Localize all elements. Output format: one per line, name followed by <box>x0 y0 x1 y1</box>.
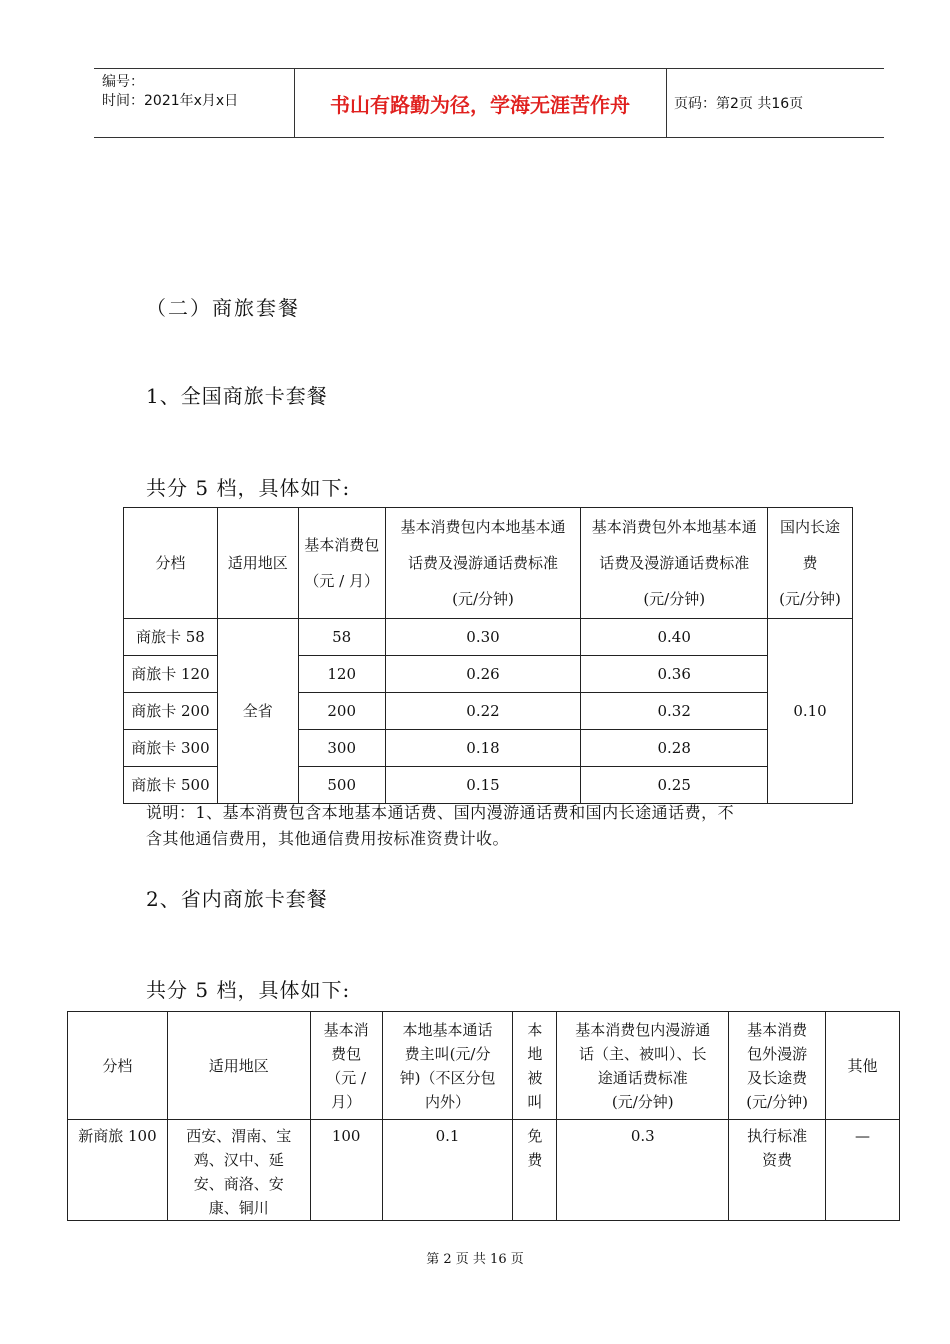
header-line: 本地基本通话 <box>402 1020 493 1039</box>
cell-tier: 商旅卡 300 <box>124 730 218 767</box>
header-region: 适用地区 <box>217 508 298 619</box>
cell-roam-in: 0.3 <box>557 1120 729 1221</box>
header-other: 其他 <box>826 1012 900 1120</box>
header-package-line: 基本消费包 <box>304 536 380 554</box>
cell-tier: 商旅卡 58 <box>124 619 218 656</box>
cell-out-rate: 0.40 <box>581 619 768 656</box>
header-line: 基本消 <box>323 1020 369 1039</box>
cell-roam-out <box>729 1120 826 1221</box>
header-in-line: 基本消费包内本地基本通 <box>400 518 566 536</box>
header-roam-in <box>557 1012 729 1120</box>
header-meta <box>102 73 238 111</box>
roam-out-line: 资费 <box>762 1151 793 1169</box>
cell-package: 120 <box>298 656 385 693</box>
header-line: 及长途费 <box>747 1068 808 1087</box>
cell-region: 全省 <box>217 619 298 804</box>
header-line: 基本消费包内漫游通 <box>575 1020 711 1039</box>
cell-other: — <box>826 1120 900 1221</box>
region-line: 安、商洛、安 <box>193 1175 284 1193</box>
header-package <box>298 508 385 619</box>
table-header-row <box>124 508 853 619</box>
header-out-line: 基本消费包外本地基本通 <box>591 518 757 536</box>
region-line: 西安、渭南、宝 <box>186 1127 292 1145</box>
cell-region <box>167 1120 310 1221</box>
header-in-line: (元/分钟) <box>452 590 514 608</box>
header-line: 内外） <box>425 1092 471 1111</box>
header-out-line: (元/分钟) <box>643 590 706 608</box>
table-row <box>68 1120 900 1221</box>
header-local-calling <box>382 1012 513 1120</box>
header-ld-line: 费 <box>802 554 818 572</box>
note-line: 含其他通信费用，其他通信费用按标准资费计收。 <box>146 829 510 848</box>
header-divider <box>666 69 667 137</box>
header-ld-line: (元/分钟) <box>779 590 841 608</box>
subsection-2-title: 2、省内商旅卡套餐 <box>146 887 328 911</box>
cell-in-rate: 0.15 <box>385 767 581 804</box>
cell-local-calling: 0.1 <box>382 1120 513 1221</box>
header-line: 基本消费 <box>747 1020 808 1039</box>
document-time-label: 时间：2021年x月x日 <box>102 93 239 109</box>
cell-tier: 新商旅 100 <box>68 1120 168 1221</box>
header-line: 包外漫游 <box>747 1044 808 1063</box>
header-package <box>310 1012 382 1120</box>
subsection-1-intro: 共分 5 档，具体如下: <box>146 476 351 500</box>
header-line: 叫 <box>527 1092 543 1111</box>
table-row <box>124 619 853 656</box>
cell-local-called <box>513 1120 557 1221</box>
note-line: 说明：1、基本消费包含本地基本通话费、国内漫游通话费和国内长途通话费，不 <box>146 803 735 822</box>
cell-tier: 商旅卡 200 <box>124 693 218 730</box>
cell-in-rate: 0.18 <box>385 730 581 767</box>
header-line: 费主叫(元/分 <box>404 1044 491 1063</box>
called-line: 免 <box>527 1127 543 1145</box>
cell-tier: 商旅卡 500 <box>124 767 218 804</box>
header-tier: 分档 <box>124 508 218 619</box>
header-line: 话（主、被叫）、长 <box>579 1044 707 1063</box>
roam-out-line: 执行标准 <box>747 1127 808 1145</box>
national-card-table <box>123 507 853 804</box>
header-line: (元/分钟) <box>746 1092 808 1111</box>
header-page-label: 页码：第2页 共16页 <box>674 96 804 112</box>
cell-in-rate: 0.26 <box>385 656 581 693</box>
subsection-2-intro: 共分 5 档，具体如下: <box>146 978 351 1002</box>
cell-package: 58 <box>298 619 385 656</box>
cell-tier: 商旅卡 120 <box>124 656 218 693</box>
header-local-called <box>513 1012 557 1120</box>
cell-out-rate: 0.25 <box>581 767 768 804</box>
section-title: （二）商旅套餐 <box>146 296 300 320</box>
header-line: 本 <box>527 1020 543 1039</box>
header-line: 钟)（不区分包 <box>399 1068 496 1087</box>
header-region: 适用地区 <box>167 1012 310 1120</box>
header-line: 地 <box>527 1044 543 1063</box>
cell-out-rate: 0.36 <box>581 656 768 693</box>
table-header-row <box>68 1012 900 1120</box>
header-line: （元 / <box>326 1068 367 1087</box>
header-in-line: 话费及漫游通话费标准 <box>407 554 558 572</box>
header-tier: 分档 <box>68 1012 168 1120</box>
subsection-1-title: 1、全国商旅卡套餐 <box>146 384 328 408</box>
region-line: 康、铜川 <box>208 1199 269 1217</box>
header-package-line: （元 / 月） <box>304 572 379 590</box>
called-line: 费 <box>527 1151 543 1169</box>
page-header <box>94 68 884 138</box>
page-footer: 第 2 页 共 16 页 <box>426 1252 524 1267</box>
region-line: 鸡、汉中、延 <box>193 1151 284 1169</box>
cell-in-rate: 0.22 <box>385 693 581 730</box>
header-ld-line: 国内长途 <box>780 518 841 536</box>
header-line: 被 <box>527 1068 543 1087</box>
cell-long-distance: 0.10 <box>768 619 853 804</box>
header-line: 月） <box>331 1092 362 1111</box>
header-line: 途通话费标准 <box>597 1068 688 1087</box>
header-out-line: 话费及漫游通话费标准 <box>599 554 750 572</box>
header-out-package-rate <box>581 508 768 619</box>
header-in-package-rate <box>385 508 581 619</box>
cell-out-rate: 0.32 <box>581 693 768 730</box>
cell-in-rate: 0.30 <box>385 619 581 656</box>
cell-package: 200 <box>298 693 385 730</box>
header-motto: 书山有路勤为径，学海无涯苦作舟 <box>330 92 630 117</box>
document-number-label: 编号： <box>102 74 144 90</box>
cell-package: 500 <box>298 767 385 804</box>
cell-package: 300 <box>298 730 385 767</box>
cell-out-rate: 0.28 <box>581 730 768 767</box>
header-long-distance <box>768 508 853 619</box>
provincial-card-table <box>67 1011 900 1221</box>
cell-package: 100 <box>310 1120 382 1221</box>
header-line: 费包 <box>331 1044 362 1063</box>
header-roam-out <box>729 1012 826 1120</box>
header-line: (元/分钟) <box>611 1092 674 1111</box>
